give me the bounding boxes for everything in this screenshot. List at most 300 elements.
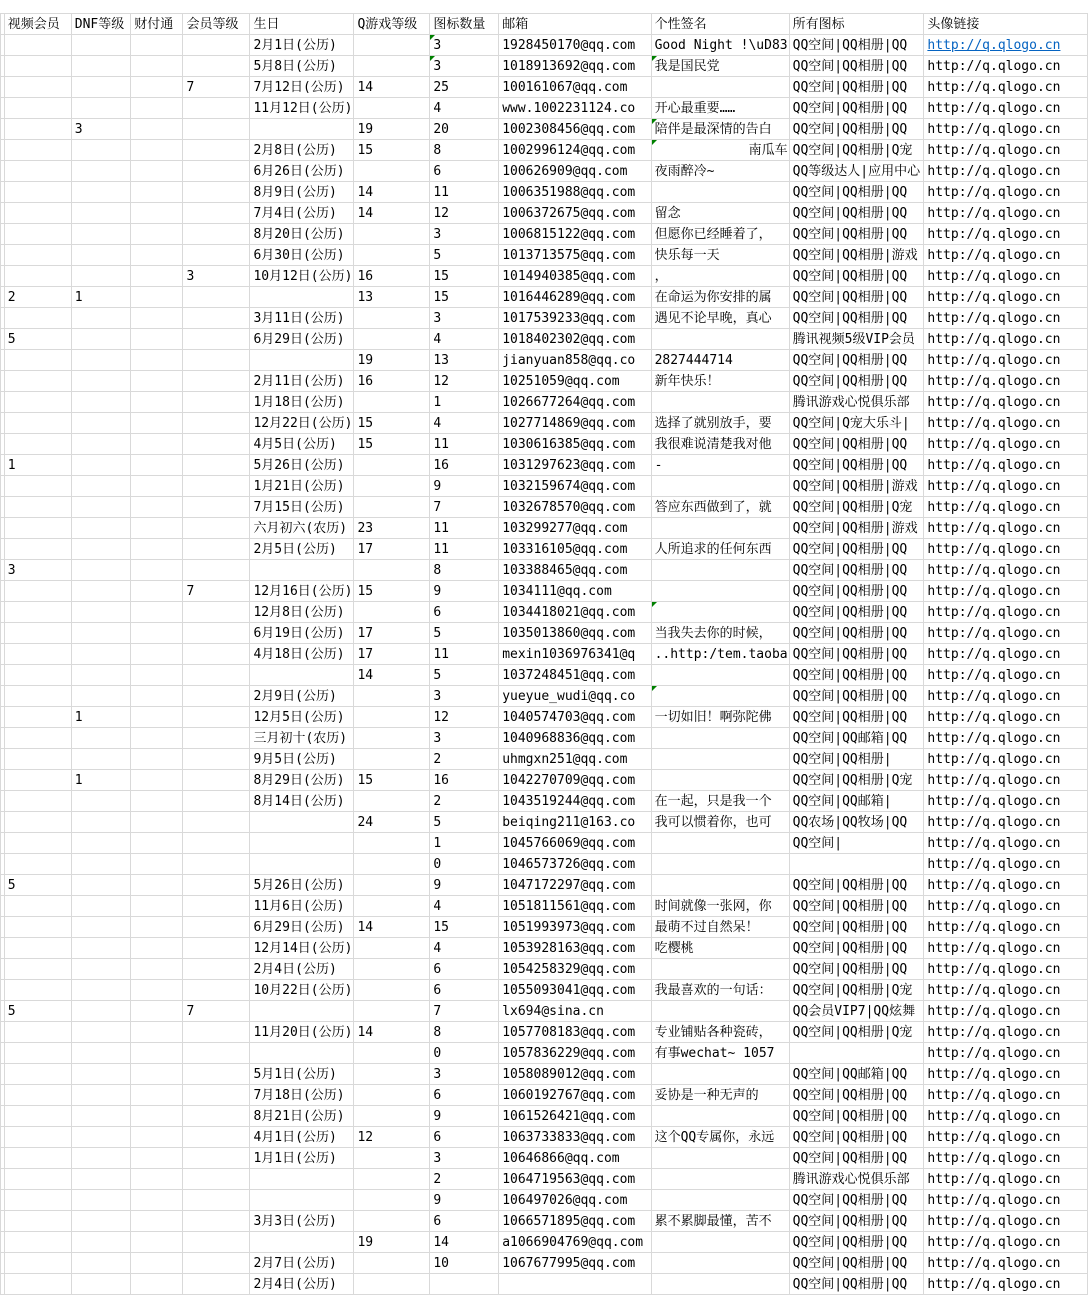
cell[interactable]	[250, 1169, 354, 1190]
cell[interactable]	[430, 98, 499, 119]
cell[interactable]	[4, 539, 71, 560]
cell[interactable]	[4, 392, 71, 413]
cell[interactable]	[131, 392, 183, 413]
cell[interactable]	[651, 1232, 789, 1253]
cell[interactable]	[789, 707, 924, 728]
cell[interactable]	[71, 35, 131, 56]
cell[interactable]	[430, 959, 499, 980]
cell[interactable]	[499, 833, 651, 854]
cell[interactable]	[430, 182, 499, 203]
cell[interactable]	[4, 371, 71, 392]
cell[interactable]	[354, 749, 430, 770]
cell[interactable]	[924, 770, 1088, 791]
cell[interactable]	[71, 707, 131, 728]
avatar-link[interactable]: http://q.qlogo.cn	[927, 1066, 1061, 1082]
cell[interactable]	[651, 266, 789, 287]
cell[interactable]	[4, 1190, 71, 1211]
cell[interactable]	[499, 329, 651, 350]
cell[interactable]	[71, 392, 131, 413]
cell[interactable]	[499, 770, 651, 791]
header-cell[interactable]	[250, 14, 354, 35]
cell[interactable]	[651, 1064, 789, 1085]
cell[interactable]	[651, 854, 789, 875]
cell[interactable]	[354, 119, 430, 140]
cell[interactable]	[499, 623, 651, 644]
cell[interactable]	[499, 917, 651, 938]
avatar-link[interactable]: http://q.qlogo.cn	[927, 877, 1061, 893]
avatar-link[interactable]: http://q.qlogo.cn	[927, 1108, 1061, 1124]
cell[interactable]	[71, 1022, 131, 1043]
cell[interactable]	[789, 770, 924, 791]
cell[interactable]	[499, 455, 651, 476]
avatar-link[interactable]: http://q.qlogo.cn	[927, 520, 1061, 536]
avatar-link[interactable]: http://q.qlogo.cn	[927, 268, 1061, 284]
cell[interactable]	[131, 854, 183, 875]
cell[interactable]	[789, 182, 924, 203]
cell[interactable]	[499, 749, 651, 770]
cell[interactable]	[651, 1211, 789, 1232]
cell[interactable]	[183, 1127, 250, 1148]
cell[interactable]	[71, 791, 131, 812]
cell[interactable]	[924, 119, 1088, 140]
cell[interactable]	[651, 1127, 789, 1148]
cell[interactable]	[924, 1064, 1088, 1085]
cell[interactable]	[250, 917, 354, 938]
cell[interactable]	[499, 266, 651, 287]
avatar-link[interactable]: http://q.qlogo.cn	[927, 79, 1061, 95]
cell[interactable]	[430, 560, 499, 581]
cell[interactable]	[354, 455, 430, 476]
avatar-link[interactable]: http://q.qlogo.cn	[927, 772, 1061, 788]
cell[interactable]	[71, 434, 131, 455]
cell[interactable]	[71, 1106, 131, 1127]
cell[interactable]	[250, 833, 354, 854]
avatar-link[interactable]: http://q.qlogo.cn	[927, 1171, 1061, 1187]
cell[interactable]	[430, 329, 499, 350]
cell[interactable]	[430, 266, 499, 287]
cell[interactable]	[71, 917, 131, 938]
cell[interactable]	[499, 875, 651, 896]
cell[interactable]	[250, 1211, 354, 1232]
cell[interactable]	[131, 1253, 183, 1274]
cell[interactable]	[924, 896, 1088, 917]
cell[interactable]	[430, 434, 499, 455]
cell[interactable]	[250, 749, 354, 770]
cell[interactable]	[131, 896, 183, 917]
cell[interactable]	[354, 182, 430, 203]
cell[interactable]	[131, 623, 183, 644]
cell[interactable]	[71, 728, 131, 749]
cell[interactable]	[131, 1085, 183, 1106]
cell[interactable]	[499, 224, 651, 245]
cell[interactable]	[499, 791, 651, 812]
cell[interactable]	[924, 1043, 1088, 1064]
cell[interactable]	[183, 707, 250, 728]
cell[interactable]	[430, 917, 499, 938]
cell[interactable]	[183, 812, 250, 833]
cell[interactable]	[924, 497, 1088, 518]
cell[interactable]	[183, 875, 250, 896]
cell[interactable]	[789, 434, 924, 455]
avatar-link[interactable]: http://q.qlogo.cn	[927, 142, 1061, 158]
cell[interactable]	[651, 581, 789, 602]
cell[interactable]	[651, 1001, 789, 1022]
cell[interactable]	[499, 287, 651, 308]
cell[interactable]	[789, 833, 924, 854]
cell[interactable]	[499, 140, 651, 161]
cell[interactable]	[354, 623, 430, 644]
cell[interactable]	[4, 812, 71, 833]
cell[interactable]	[651, 1022, 789, 1043]
cell[interactable]	[499, 1064, 651, 1085]
cell[interactable]	[354, 1043, 430, 1064]
cell[interactable]	[354, 1001, 430, 1022]
cell[interactable]	[651, 728, 789, 749]
cell[interactable]	[430, 203, 499, 224]
cell[interactable]	[71, 224, 131, 245]
cell[interactable]	[430, 1169, 499, 1190]
cell[interactable]	[71, 1127, 131, 1148]
cell[interactable]	[430, 161, 499, 182]
cell[interactable]	[924, 56, 1088, 77]
cell[interactable]	[789, 350, 924, 371]
cell[interactable]	[4, 1232, 71, 1253]
cell[interactable]	[651, 434, 789, 455]
cell[interactable]	[499, 392, 651, 413]
avatar-link[interactable]: http://q.qlogo.cn	[927, 961, 1061, 977]
cell[interactable]	[354, 1274, 430, 1295]
cell[interactable]	[183, 728, 250, 749]
cell[interactable]	[131, 560, 183, 581]
avatar-link[interactable]: http://q.qlogo.cn	[927, 1255, 1061, 1271]
avatar-link[interactable]: http://q.qlogo.cn	[927, 1276, 1061, 1292]
cell[interactable]	[499, 728, 651, 749]
cell[interactable]	[789, 1274, 924, 1295]
cell[interactable]	[430, 1127, 499, 1148]
cell[interactable]	[71, 203, 131, 224]
cell[interactable]	[131, 203, 183, 224]
cell[interactable]	[354, 812, 430, 833]
cell[interactable]	[4, 455, 71, 476]
cell[interactable]	[789, 560, 924, 581]
cell[interactable]	[183, 833, 250, 854]
cell[interactable]	[131, 602, 183, 623]
cell[interactable]	[789, 896, 924, 917]
cell[interactable]	[71, 959, 131, 980]
cell[interactable]	[4, 854, 71, 875]
cell[interactable]	[924, 1127, 1088, 1148]
cell[interactable]	[430, 812, 499, 833]
cell[interactable]	[131, 959, 183, 980]
cell[interactable]	[651, 224, 789, 245]
cell[interactable]	[789, 392, 924, 413]
cell[interactable]	[499, 371, 651, 392]
cell[interactable]	[250, 1190, 354, 1211]
cell[interactable]	[354, 896, 430, 917]
avatar-link[interactable]: http://q.qlogo.cn	[927, 478, 1061, 494]
cell[interactable]	[499, 1022, 651, 1043]
cell[interactable]	[924, 833, 1088, 854]
cell[interactable]	[131, 518, 183, 539]
cell[interactable]	[183, 1106, 250, 1127]
cell[interactable]	[183, 266, 250, 287]
cell[interactable]	[183, 1043, 250, 1064]
cell[interactable]	[924, 1001, 1088, 1022]
cell[interactable]	[924, 287, 1088, 308]
avatar-link[interactable]: http://q.qlogo.cn	[927, 415, 1061, 431]
cell[interactable]	[183, 455, 250, 476]
cell[interactable]	[131, 455, 183, 476]
avatar-link[interactable]: http://q.qlogo.cn	[927, 1213, 1061, 1229]
avatar-link[interactable]: http://q.qlogo.cn	[927, 310, 1061, 326]
cell[interactable]	[430, 1148, 499, 1169]
cell[interactable]	[250, 581, 354, 602]
cell[interactable]	[250, 308, 354, 329]
cell[interactable]	[789, 644, 924, 665]
cell[interactable]	[354, 770, 430, 791]
cell[interactable]	[250, 1064, 354, 1085]
cell[interactable]	[430, 1085, 499, 1106]
cell[interactable]	[651, 686, 789, 707]
cell[interactable]	[924, 1169, 1088, 1190]
cell[interactable]	[651, 77, 789, 98]
cell[interactable]	[924, 623, 1088, 644]
cell[interactable]	[924, 1274, 1088, 1295]
cell[interactable]	[4, 791, 71, 812]
cell[interactable]	[651, 56, 789, 77]
cell[interactable]	[250, 413, 354, 434]
cell[interactable]	[430, 455, 499, 476]
cell[interactable]	[651, 707, 789, 728]
header-cell[interactable]	[430, 14, 499, 35]
cell[interactable]	[924, 1085, 1088, 1106]
cell[interactable]	[924, 203, 1088, 224]
cell[interactable]	[131, 1232, 183, 1253]
cell[interactable]	[499, 56, 651, 77]
cell[interactable]	[354, 875, 430, 896]
cell[interactable]	[789, 623, 924, 644]
cell[interactable]	[71, 1274, 131, 1295]
cell[interactable]	[183, 329, 250, 350]
avatar-link[interactable]: http://q.qlogo.cn	[927, 226, 1061, 242]
cell[interactable]	[71, 1064, 131, 1085]
cell[interactable]	[71, 329, 131, 350]
cell[interactable]	[651, 623, 789, 644]
cell[interactable]	[789, 98, 924, 119]
cell[interactable]	[789, 35, 924, 56]
cell[interactable]	[250, 812, 354, 833]
cell[interactable]	[924, 791, 1088, 812]
cell[interactable]	[430, 980, 499, 1001]
cell[interactable]	[250, 560, 354, 581]
cell[interactable]	[354, 581, 430, 602]
cell[interactable]	[789, 266, 924, 287]
avatar-link[interactable]: http://q.qlogo.cn	[927, 940, 1061, 956]
cell[interactable]	[789, 1127, 924, 1148]
cell[interactable]	[250, 791, 354, 812]
cell[interactable]	[924, 329, 1088, 350]
cell[interactable]	[354, 1148, 430, 1169]
cell[interactable]	[131, 1274, 183, 1295]
avatar-link[interactable]: http://q.qlogo.cn	[927, 562, 1061, 578]
cell[interactable]	[354, 854, 430, 875]
cell[interactable]	[924, 182, 1088, 203]
cell[interactable]	[183, 1064, 250, 1085]
cell[interactable]	[4, 728, 71, 749]
cell[interactable]	[183, 854, 250, 875]
cell[interactable]	[924, 938, 1088, 959]
cell[interactable]	[131, 77, 183, 98]
cell[interactable]	[183, 1253, 250, 1274]
cell[interactable]	[183, 1232, 250, 1253]
cell[interactable]	[430, 308, 499, 329]
cell[interactable]	[4, 686, 71, 707]
cell[interactable]	[131, 1169, 183, 1190]
cell[interactable]	[71, 1169, 131, 1190]
cell[interactable]	[131, 728, 183, 749]
cell[interactable]	[354, 833, 430, 854]
cell[interactable]	[71, 602, 131, 623]
cell[interactable]	[71, 413, 131, 434]
cell[interactable]	[250, 98, 354, 119]
avatar-link[interactable]: http://q.qlogo.cn	[927, 583, 1061, 599]
cell[interactable]	[924, 224, 1088, 245]
cell[interactable]	[789, 875, 924, 896]
avatar-link[interactable]: http://q.qlogo.cn	[927, 457, 1061, 473]
cell[interactable]	[71, 1148, 131, 1169]
cell[interactable]	[499, 560, 651, 581]
cell[interactable]	[250, 1274, 354, 1295]
cell[interactable]	[250, 371, 354, 392]
cell[interactable]	[354, 371, 430, 392]
cell[interactable]	[183, 308, 250, 329]
cell[interactable]	[651, 1106, 789, 1127]
cell[interactable]	[789, 1253, 924, 1274]
cell[interactable]	[4, 581, 71, 602]
cell[interactable]	[651, 791, 789, 812]
cell[interactable]	[651, 392, 789, 413]
cell[interactable]	[499, 1274, 651, 1295]
avatar-link[interactable]: http://q.qlogo.cn	[927, 205, 1061, 221]
cell[interactable]	[131, 1211, 183, 1232]
cell[interactable]	[354, 1169, 430, 1190]
cell[interactable]	[354, 1106, 430, 1127]
cell[interactable]	[71, 140, 131, 161]
cell[interactable]	[4, 1064, 71, 1085]
cell[interactable]	[354, 665, 430, 686]
cell[interactable]	[131, 686, 183, 707]
cell[interactable]	[183, 1190, 250, 1211]
cell[interactable]	[71, 182, 131, 203]
cell[interactable]	[651, 959, 789, 980]
cell[interactable]	[924, 77, 1088, 98]
cell[interactable]	[789, 476, 924, 497]
cell[interactable]	[651, 308, 789, 329]
cell[interactable]	[789, 1232, 924, 1253]
cell[interactable]	[789, 119, 924, 140]
cell[interactable]	[789, 581, 924, 602]
cell[interactable]	[71, 770, 131, 791]
cell[interactable]	[651, 812, 789, 833]
cell[interactable]	[651, 329, 789, 350]
cell[interactable]	[4, 1043, 71, 1064]
cell[interactable]	[4, 959, 71, 980]
cell[interactable]	[354, 140, 430, 161]
cell[interactable]	[924, 812, 1088, 833]
cell[interactable]	[430, 476, 499, 497]
cell[interactable]	[4, 35, 71, 56]
cell[interactable]	[354, 959, 430, 980]
cell[interactable]	[789, 161, 924, 182]
cell[interactable]	[250, 476, 354, 497]
cell[interactable]	[499, 539, 651, 560]
cell[interactable]	[4, 182, 71, 203]
cell[interactable]	[789, 413, 924, 434]
cell[interactable]	[789, 602, 924, 623]
cell[interactable]	[71, 1190, 131, 1211]
cell[interactable]	[354, 35, 430, 56]
cell[interactable]	[499, 602, 651, 623]
avatar-link[interactable]: http://q.qlogo.cn	[927, 1024, 1061, 1040]
cell[interactable]	[651, 182, 789, 203]
cell[interactable]	[250, 644, 354, 665]
cell[interactable]	[499, 182, 651, 203]
cell[interactable]	[131, 1022, 183, 1043]
cell[interactable]	[924, 854, 1088, 875]
cell[interactable]	[354, 497, 430, 518]
cell[interactable]	[4, 1211, 71, 1232]
cell[interactable]	[354, 350, 430, 371]
cell[interactable]	[250, 1232, 354, 1253]
cell[interactable]	[789, 791, 924, 812]
cell[interactable]	[924, 980, 1088, 1001]
cell[interactable]	[430, 224, 499, 245]
cell[interactable]	[250, 980, 354, 1001]
cell[interactable]	[354, 1232, 430, 1253]
cell[interactable]	[430, 644, 499, 665]
cell[interactable]	[651, 287, 789, 308]
cell[interactable]	[354, 791, 430, 812]
cell[interactable]	[71, 1253, 131, 1274]
cell[interactable]	[250, 266, 354, 287]
avatar-link[interactable]: http://q.qlogo.cn	[927, 184, 1061, 200]
cell[interactable]	[924, 1190, 1088, 1211]
cell[interactable]	[71, 1085, 131, 1106]
cell[interactable]	[183, 392, 250, 413]
cell[interactable]	[71, 56, 131, 77]
cell[interactable]	[4, 602, 71, 623]
cell[interactable]	[4, 140, 71, 161]
cell[interactable]	[430, 707, 499, 728]
cell[interactable]	[651, 602, 789, 623]
cell[interactable]	[183, 518, 250, 539]
cell[interactable]	[430, 518, 499, 539]
cell[interactable]	[183, 434, 250, 455]
cell[interactable]	[131, 1064, 183, 1085]
cell[interactable]	[499, 476, 651, 497]
cell[interactable]	[131, 1190, 183, 1211]
cell[interactable]	[354, 161, 430, 182]
cell[interactable]	[131, 833, 183, 854]
cell[interactable]	[499, 707, 651, 728]
cell[interactable]	[183, 476, 250, 497]
cell[interactable]	[71, 581, 131, 602]
cell[interactable]	[430, 875, 499, 896]
cell[interactable]	[354, 1085, 430, 1106]
cell[interactable]	[430, 896, 499, 917]
cell[interactable]	[924, 644, 1088, 665]
cell[interactable]	[131, 35, 183, 56]
